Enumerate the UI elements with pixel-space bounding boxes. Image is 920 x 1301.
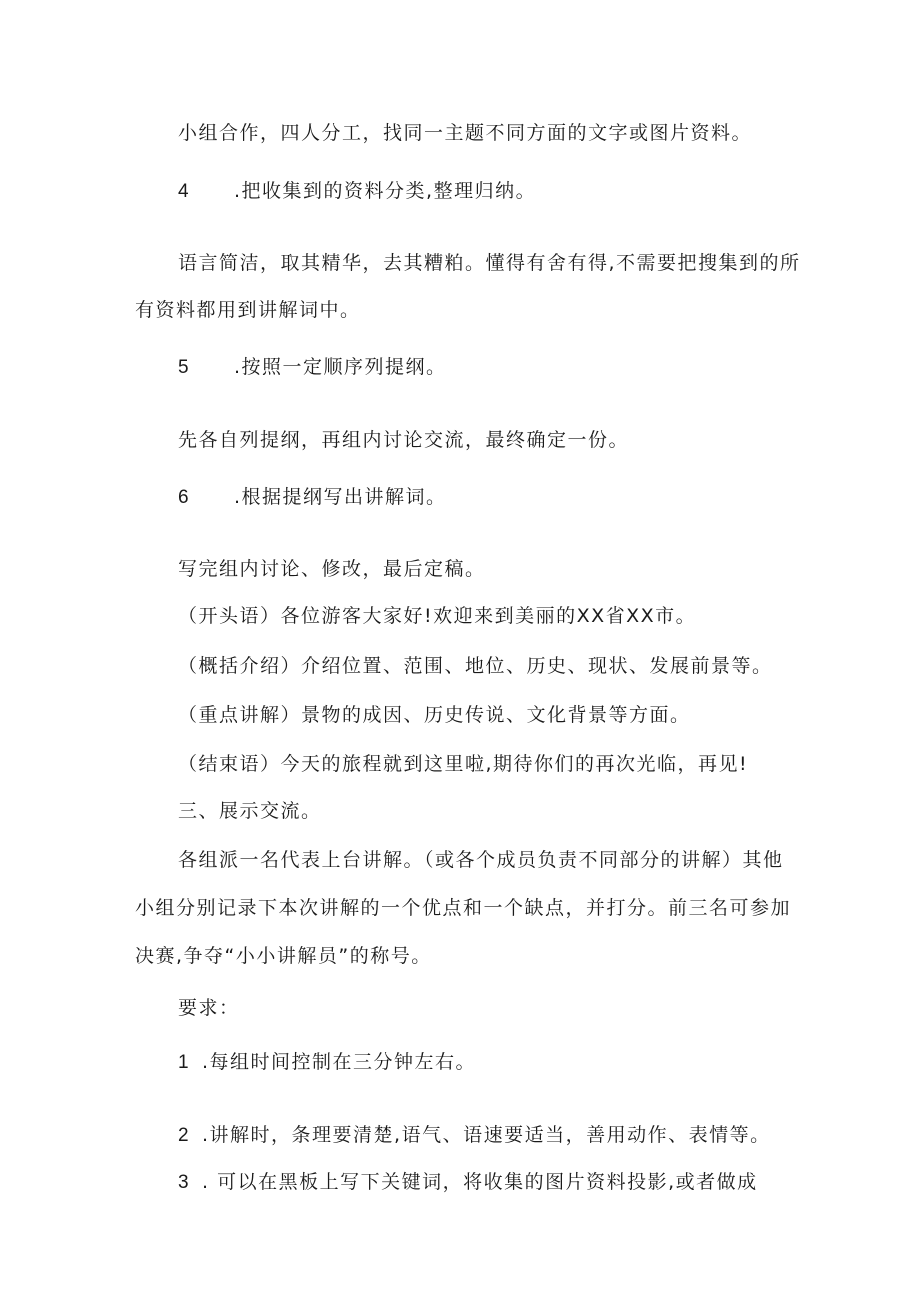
requirements-label: 要求： <box>178 997 240 1019</box>
paragraph-group-work: 小组合作，四人分工，找同一主题不同方面的文字或图片资料。 <box>178 122 753 144</box>
requirement-3 <box>178 1170 758 1195</box>
step-number: 5 <box>178 357 191 378</box>
requirement-1 <box>178 1050 476 1075</box>
requirement-text: .讲解时，条理要清楚,语气、语速要适当，善用动作、表情等。 <box>202 1124 771 1146</box>
step-number: 6 <box>178 487 191 508</box>
step-number: 4 <box>178 181 191 202</box>
paragraph-opening: （开头语）各位游客大家好!欢迎来到美丽的XX省XX市。 <box>178 605 697 627</box>
step-5 <box>178 355 447 380</box>
paragraph-concise-line-2: 有资料都用到讲解词中。 <box>135 299 361 321</box>
requirement-2 <box>178 1123 771 1148</box>
paragraph-presentation-line-3: 决赛,争夺“小小讲解员”的称号。 <box>135 945 432 967</box>
paragraph-outline: 先各自列提纲，再组内讨论交流，最终确定一份。 <box>178 429 630 451</box>
requirement-number: 3 <box>178 1172 191 1193</box>
requirement-number: 1 <box>178 1052 191 1073</box>
step-text: .把收集到的资料分类,整理归纳。 <box>234 180 537 202</box>
paragraph-presentation-line-2: 小组分别记录下本次讲解的一个优点和一个缺点，并打分。前三名可参加 <box>135 897 792 919</box>
requirement-number: 2 <box>178 1125 191 1146</box>
requirement-text: .每组时间控制在三分钟左右。 <box>202 1051 477 1073</box>
requirement-text: . 可以在黑板上写下关键词，将收集的图片资料投影,或者做成 <box>202 1171 758 1193</box>
paragraph-presentation-line-1: 各组派一名代表上台讲解。（或各个成员负责不同部分的讲解）其他 <box>178 849 784 871</box>
paragraph-finalize: 写完组内讨论、修改，最后定稿。 <box>178 558 486 580</box>
step-6 <box>178 485 447 510</box>
paragraph-key-points: （重点讲解）景物的成因、历史传说、文化背景等方面。 <box>178 704 691 726</box>
step-4 <box>178 179 536 204</box>
paragraph-closing: （结束语）今天的旅程就到这里啦,期待你们的再次光临，再见! <box>178 753 749 775</box>
step-text: .根据提纲写出讲解词。 <box>234 486 447 508</box>
paragraph-concise-line-1: 语言简洁，取其精华，去其糟粕。懂得有舍有得,不需要把搜集到的所 <box>178 252 801 274</box>
paragraph-overview: （概括介绍）介绍位置、范围、地位、历史、现状、发展前景等。 <box>178 655 773 677</box>
step-text: .按照一定顺序列提纲。 <box>234 356 447 378</box>
section-heading-3: 三、展示交流。 <box>178 800 322 822</box>
